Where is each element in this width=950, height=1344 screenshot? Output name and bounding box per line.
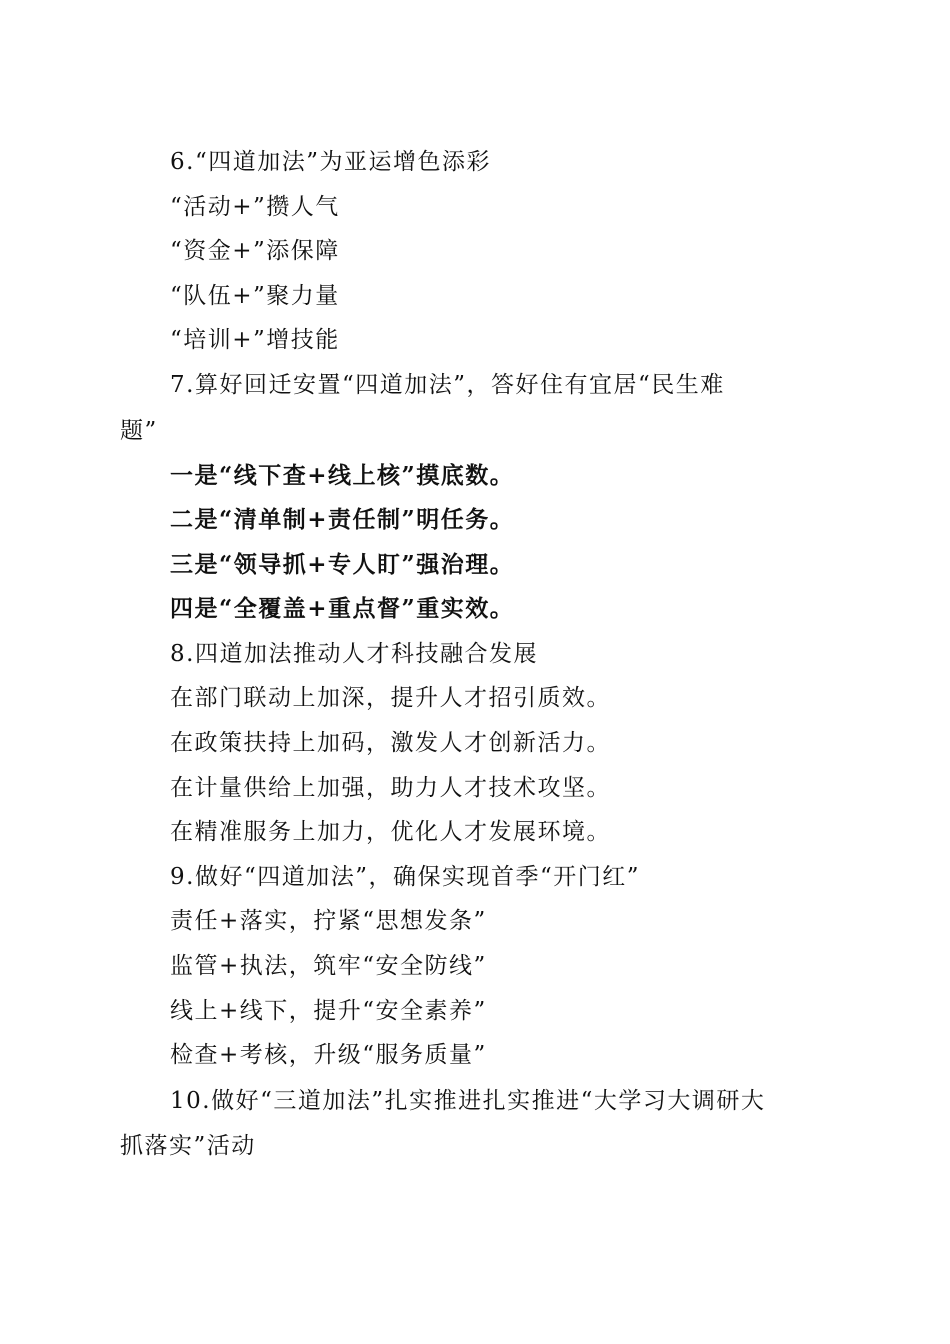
point-three: 三是“领导抓+专人盯”强治理。 bbox=[170, 551, 515, 578]
item-supervision: 监管+执法，筑牢“安全防线” bbox=[170, 953, 487, 979]
heading-10-line-1: 10.做好“三道加法”扎实推进扎实推进“大学习大调研大 bbox=[170, 1088, 766, 1114]
item-responsibility: 责任+落实，拧紧“思想发条” bbox=[170, 908, 487, 934]
item-team: “队伍+”聚力量 bbox=[170, 283, 340, 309]
point-four: 四是“全覆盖+重点督”重实效。 bbox=[170, 595, 515, 622]
item-activity: “活动+”攒人气 bbox=[170, 194, 340, 220]
item-online-offline: 线上+线下，提升“安全素养” bbox=[170, 998, 487, 1024]
item-funds: “资金+”添保障 bbox=[170, 238, 340, 264]
heading-7-line-1: 7.算好回迁安置“四道加法”，答好住有宜居“民生难 bbox=[170, 372, 725, 398]
heading-6: 6.“四道加法”为亚运增色添彩 bbox=[170, 149, 491, 175]
item-policy: 在政策扶持上加码，激发人才创新活力。 bbox=[170, 730, 611, 756]
heading-8: 8.四道加法推动人才科技融合发展 bbox=[170, 641, 538, 667]
heading-7-line-2: 题” bbox=[120, 418, 158, 444]
heading-9: 9.做好“四道加法”，确保实现首季“开门红” bbox=[170, 864, 640, 890]
point-two: 二是“清单制+责任制”明任务。 bbox=[170, 506, 515, 533]
item-measurement: 在计量供给上加强，助力人才技术攻坚。 bbox=[170, 775, 611, 801]
item-service: 在精准服务上加力，优化人才发展环境。 bbox=[170, 819, 611, 845]
item-training: “培训+”增技能 bbox=[170, 327, 340, 353]
item-inspection: 检查+考核，升级“服务质量” bbox=[170, 1042, 487, 1068]
heading-10-line-2: 抓落实”活动 bbox=[120, 1133, 256, 1159]
point-one: 一是“线下查+线上核”摸底数。 bbox=[170, 462, 515, 489]
item-department: 在部门联动上加深，提升人才招引质效。 bbox=[170, 685, 611, 711]
